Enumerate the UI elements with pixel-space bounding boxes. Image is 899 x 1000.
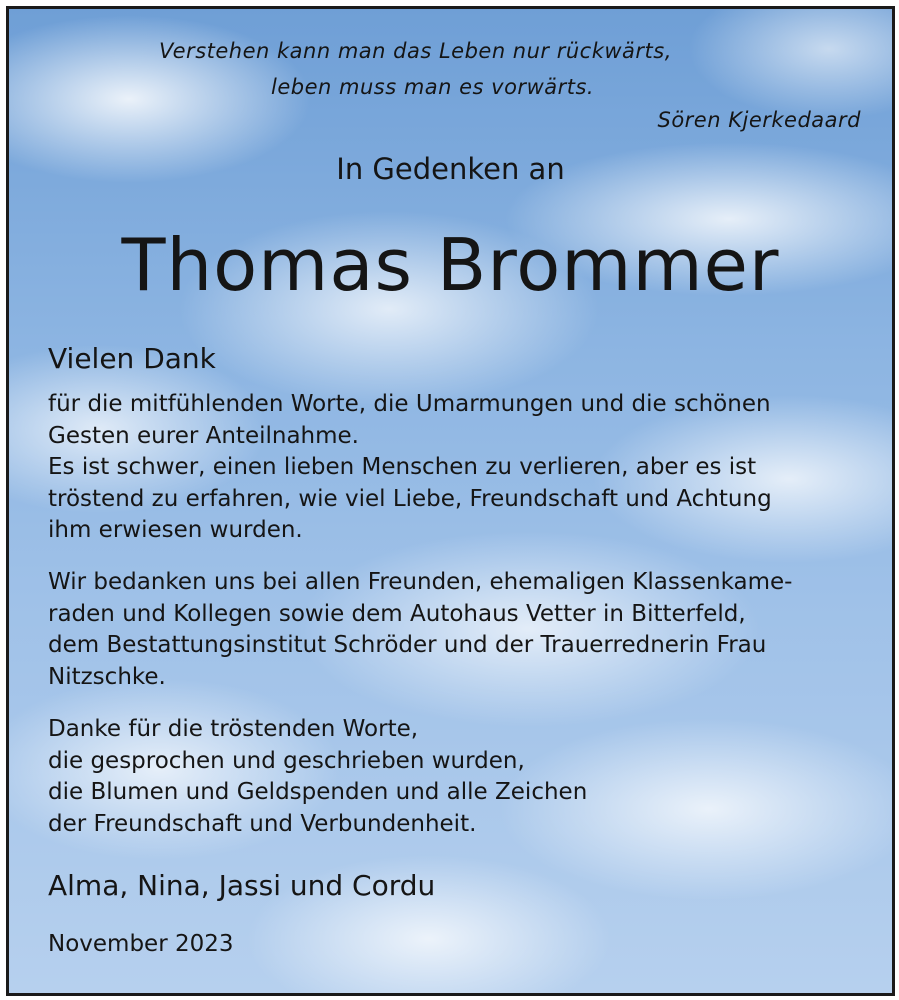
text-line: Gesten eurer Anteilnahme. [48, 422, 359, 449]
text-line: ihm erwiesen wurden. [48, 517, 303, 543]
text-line: raden und Kollegen sowie dem Autohaus Vetter in Bitterfeld, [48, 600, 746, 627]
date: November 2023 [48, 931, 234, 957]
thanks-paragraph-2 [48, 567, 792, 693]
text-line: für die mitfühlenden Worte, die Umarmungen und die schönen [48, 391, 771, 417]
text-line: tröstend zu erfahren, wie viel Liebe, Freundschaft und Achtung [48, 485, 772, 512]
text-line: Es ist schwer, einen lieben Menschen zu verlieren, aber es ist [48, 454, 757, 480]
deceased-name: Thomas Brommer [121, 223, 780, 307]
thanks-heading: Vielen Dank [48, 342, 216, 375]
text-line: Wir bedanken uns bei allen Freunden, ehemaligen Klassenkame- [48, 569, 793, 595]
thanks-paragraph-1 [48, 389, 772, 547]
text-line: der Freundschaft und Verbundenheit. [48, 810, 477, 837]
text-line: die Blumen und Geldspenden und alle Zeichen [48, 779, 588, 805]
quote-author: Sören Kjerkedaard [657, 108, 861, 132]
text-line: Nitzschke. [48, 663, 166, 690]
thanks-paragraph-3 [48, 714, 587, 840]
obituary-card [6, 6, 895, 996]
signature: Alma, Nina, Jassi und Cordu [48, 869, 436, 902]
text-line: Danke für die tröstenden Worte, [48, 716, 419, 742]
text-line: dem Bestattungsinstitut Schröder und der Trauerrednerin Frau [48, 632, 767, 658]
quote-line-1: Verstehen kann man das Leben nur rückwärts, [159, 39, 672, 63]
text-line: die gesprochen und geschrieben wurden, [48, 747, 525, 774]
intro-text: In Gedenken an [336, 152, 565, 186]
quote-line-2: leben muss man es vorwärts. [271, 75, 595, 99]
